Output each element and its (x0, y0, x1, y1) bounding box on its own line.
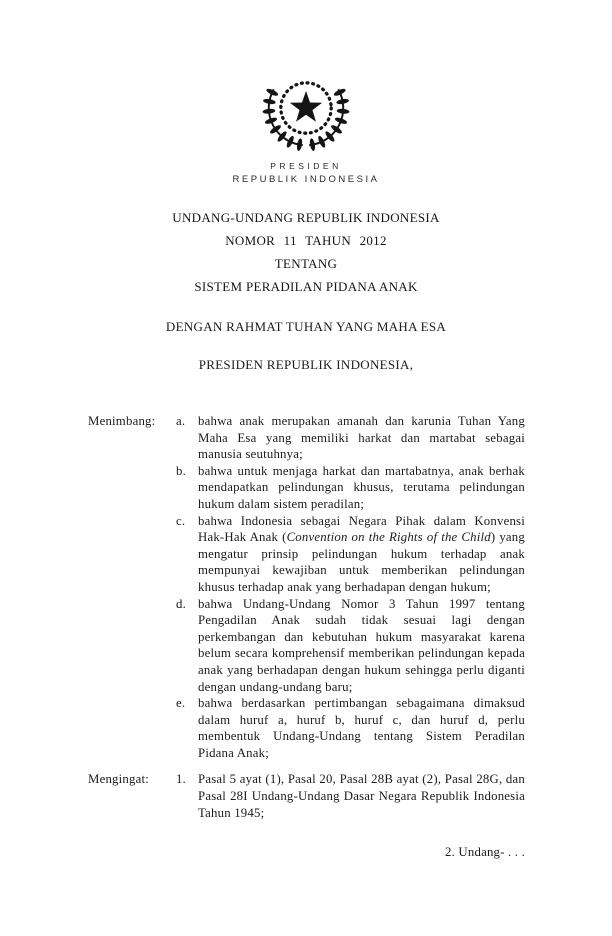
item-text-italic: Convention on the Rights of the Child (286, 530, 491, 545)
mengingat-items (176, 771, 525, 821)
menimbang-item-b (176, 463, 525, 513)
letterhead-republik-indonesia: REPUBLIK INDONESIA (232, 174, 380, 185)
item-text-pre: bahwa Indonesia sebagai Negara Pihak dalam Konvensi Hak-Hak Anak ( (198, 513, 525, 545)
item-marker: a. (176, 414, 186, 428)
letterhead-presiden: PRESIDEN (270, 161, 342, 171)
item-marker: b. (176, 463, 186, 478)
mengingat-section (88, 771, 525, 821)
menimbang-item-e (176, 695, 525, 761)
tentang-label: TENTANG (274, 256, 338, 271)
emblem-container (0, 0, 612, 159)
document-body (88, 413, 525, 821)
item-text: bahwa berdasarkan pertimbangan sebagaimana dimaksud dalam huruf a, huruf b, huruf c, dan huruf d, perlu membentuk Undang-Undang tentang Sistem Peradilan Pidana Anak; (198, 696, 525, 760)
item-text: Pasal 5 ayat (1), Pasal 20, Pasal 28B ayat (2), Pasal 28G, dan Pasal 28I Undang-Undang Dasar Negara Republik Indonesia Tahun 1945; (198, 772, 525, 820)
letterhead (0, 161, 612, 185)
law-number: NOMOR 11 TAHUN 2012 (225, 233, 387, 248)
item-marker: d. (176, 596, 186, 611)
menimbang-items (176, 413, 525, 761)
page-catchword: 2. Undang- . . . (445, 845, 525, 860)
item-text: bahwa Undang-Undang Nomor 3 Tahun 1997 tentang Pengadilan Anak sudah tidak sesuai lagi dengan perkembangan dan kebutuhan hukum masyarakat karena belum secara komprehensif memberikan pelindungan kepada anak yang berhadapan dengan hukum sehingga perlu diganti dengan undang-undang baru; (198, 596, 525, 694)
item-text-post: ) yang mengatur prinsip pelindungan hukum terhadap anak mempunyai kewajiban untuk memberikan pelindungan khusus terhadap anak yang berhadapan dengan hukum; (198, 530, 526, 594)
menimbang-item-a (176, 413, 525, 463)
law-subject: SISTEM PERADILAN PIDANA ANAK (194, 279, 418, 294)
menimbang-item-d (176, 596, 525, 696)
menimbang-item-c (176, 513, 525, 596)
menimbang-section (88, 413, 525, 761)
title-block (0, 211, 612, 293)
authority-line: PRESIDEN REPUBLIK INDONESIA, (198, 357, 414, 372)
item-text: bahwa anak merupakan amanah dan karunia Tuhan Yang Maha Esa yang memiliki harkat dan martabat sebagai manusia seutuhnya; (198, 414, 525, 462)
item-marker: 1. (176, 772, 186, 787)
item-text: bahwa untuk menjaga harkat dan martabatnya, anak berhak mendapatkan pelindungan khusus, terutama pelindungan hukum dalam sistem peradilan; (198, 463, 525, 511)
item-marker: e. (176, 696, 186, 711)
mengingat-item-1 (176, 771, 525, 821)
mengingat-label: Mengingat: (88, 772, 149, 787)
menimbang-label: Menimbang: (88, 414, 156, 428)
item-marker: c. (176, 513, 186, 528)
law-heading: UNDANG-UNDANG REPUBLIK INDONESIA (172, 210, 440, 225)
invocation-line: DENGAN RAHMAT TUHAN YANG MAHA ESA (165, 319, 447, 334)
presidential-seal-icon (260, 62, 352, 154)
